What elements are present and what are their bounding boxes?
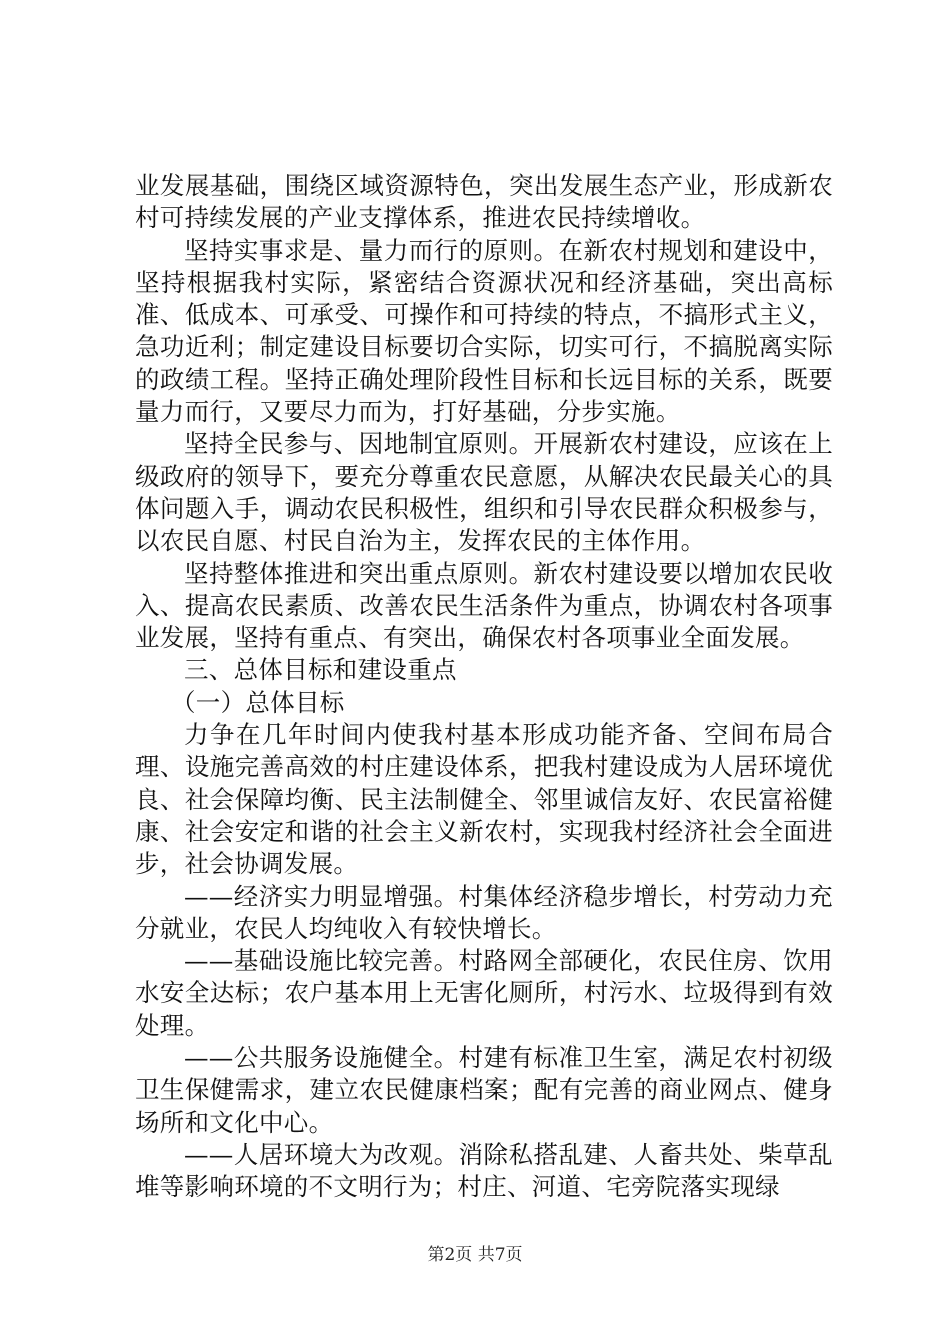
section-heading: 三、总体目标和建设重点	[184, 655, 457, 685]
paragraph-goal-infrastructure: ——基础设施比较完善。村路网全部硬化，农民住房、饮用水安全达标；农户基本用上无害化厕所，村污水、垃圾得到有效处理。	[135, 946, 833, 1040]
paragraph-principle-realistic: 坚持实事求是、量力而行的原则。在新农村规划和建设中，坚持根据我村实际，紧密结合资源状况和经济基础，突出高标准、低成本、可承受、可操作和可持续的特点，不搞形式主义，急功近利；制定建设目标要切合实际，切实可行，不搞脱离实际的政绩工程。坚持正确处理阶段性目标和长远目标的关系，既要量力而行，又要尽力而为，打好基础，分步实施。	[135, 235, 833, 427]
subsection-heading: （一）总体目标	[171, 687, 345, 717]
paragraph-goal-economy: ——经济实力明显增强。村集体经济稳步增长，村劳动力充分就业，农民人均纯收入有较快增长。	[135, 881, 833, 943]
page-number-footer: 第2页 共7页	[427, 1245, 523, 1265]
document-body	[135, 170, 833, 1204]
paragraph-overall-goal: 力争在几年时间内使我村基本形成功能齐备、空间布局合理、设施完善高效的村庄建设体系，把我村建设成为人居环境优良、社会保障均衡、民主法制健全、邻里诚信友好、农民富裕健康、社会安定和谐的社会主义新农村，实现我村经济社会全面进步，社会协调发展。	[135, 720, 833, 879]
paragraph-principle-participation: 坚持全民参与、因地制宜原则。开展新农村建设，应该在上级政府的领导下，要充分尊重农民意愿，从解决农民最关心的具体问题入手，调动农民积极性，组织和引导农民群众积极参与，以农民自愿、村民自治为主，发挥农民的主体作用。	[135, 429, 833, 556]
paragraph-goal-environment: ——人居环境大为改观。消除私搭乱建、人畜共处、柴草乱堆等影响环境的不文明行为；村庄、河道、宅旁院落实现绿	[135, 1139, 833, 1202]
paragraph-continuation: 业发展基础，围绕区域资源特色，突出发展生态产业，形成新农村可持续发展的产业支撑体系，推进农民持续增收。	[135, 171, 833, 233]
paragraph-principle-overall: 坚持整体推进和突出重点原则。新农村建设要以增加农民收入、提高农民素质、改善农民生活条件为重点，协调农村各项事业发展，坚持有重点、有突出，确保农村各项事业全面发展。	[135, 558, 833, 653]
paragraph-goal-public-service: ——公共服务设施健全。村建有标准卫生室，满足农村初级卫生保健需求，建立农民健康档案；配有完善的商业网点、健身场所和文化中心。	[135, 1043, 833, 1137]
